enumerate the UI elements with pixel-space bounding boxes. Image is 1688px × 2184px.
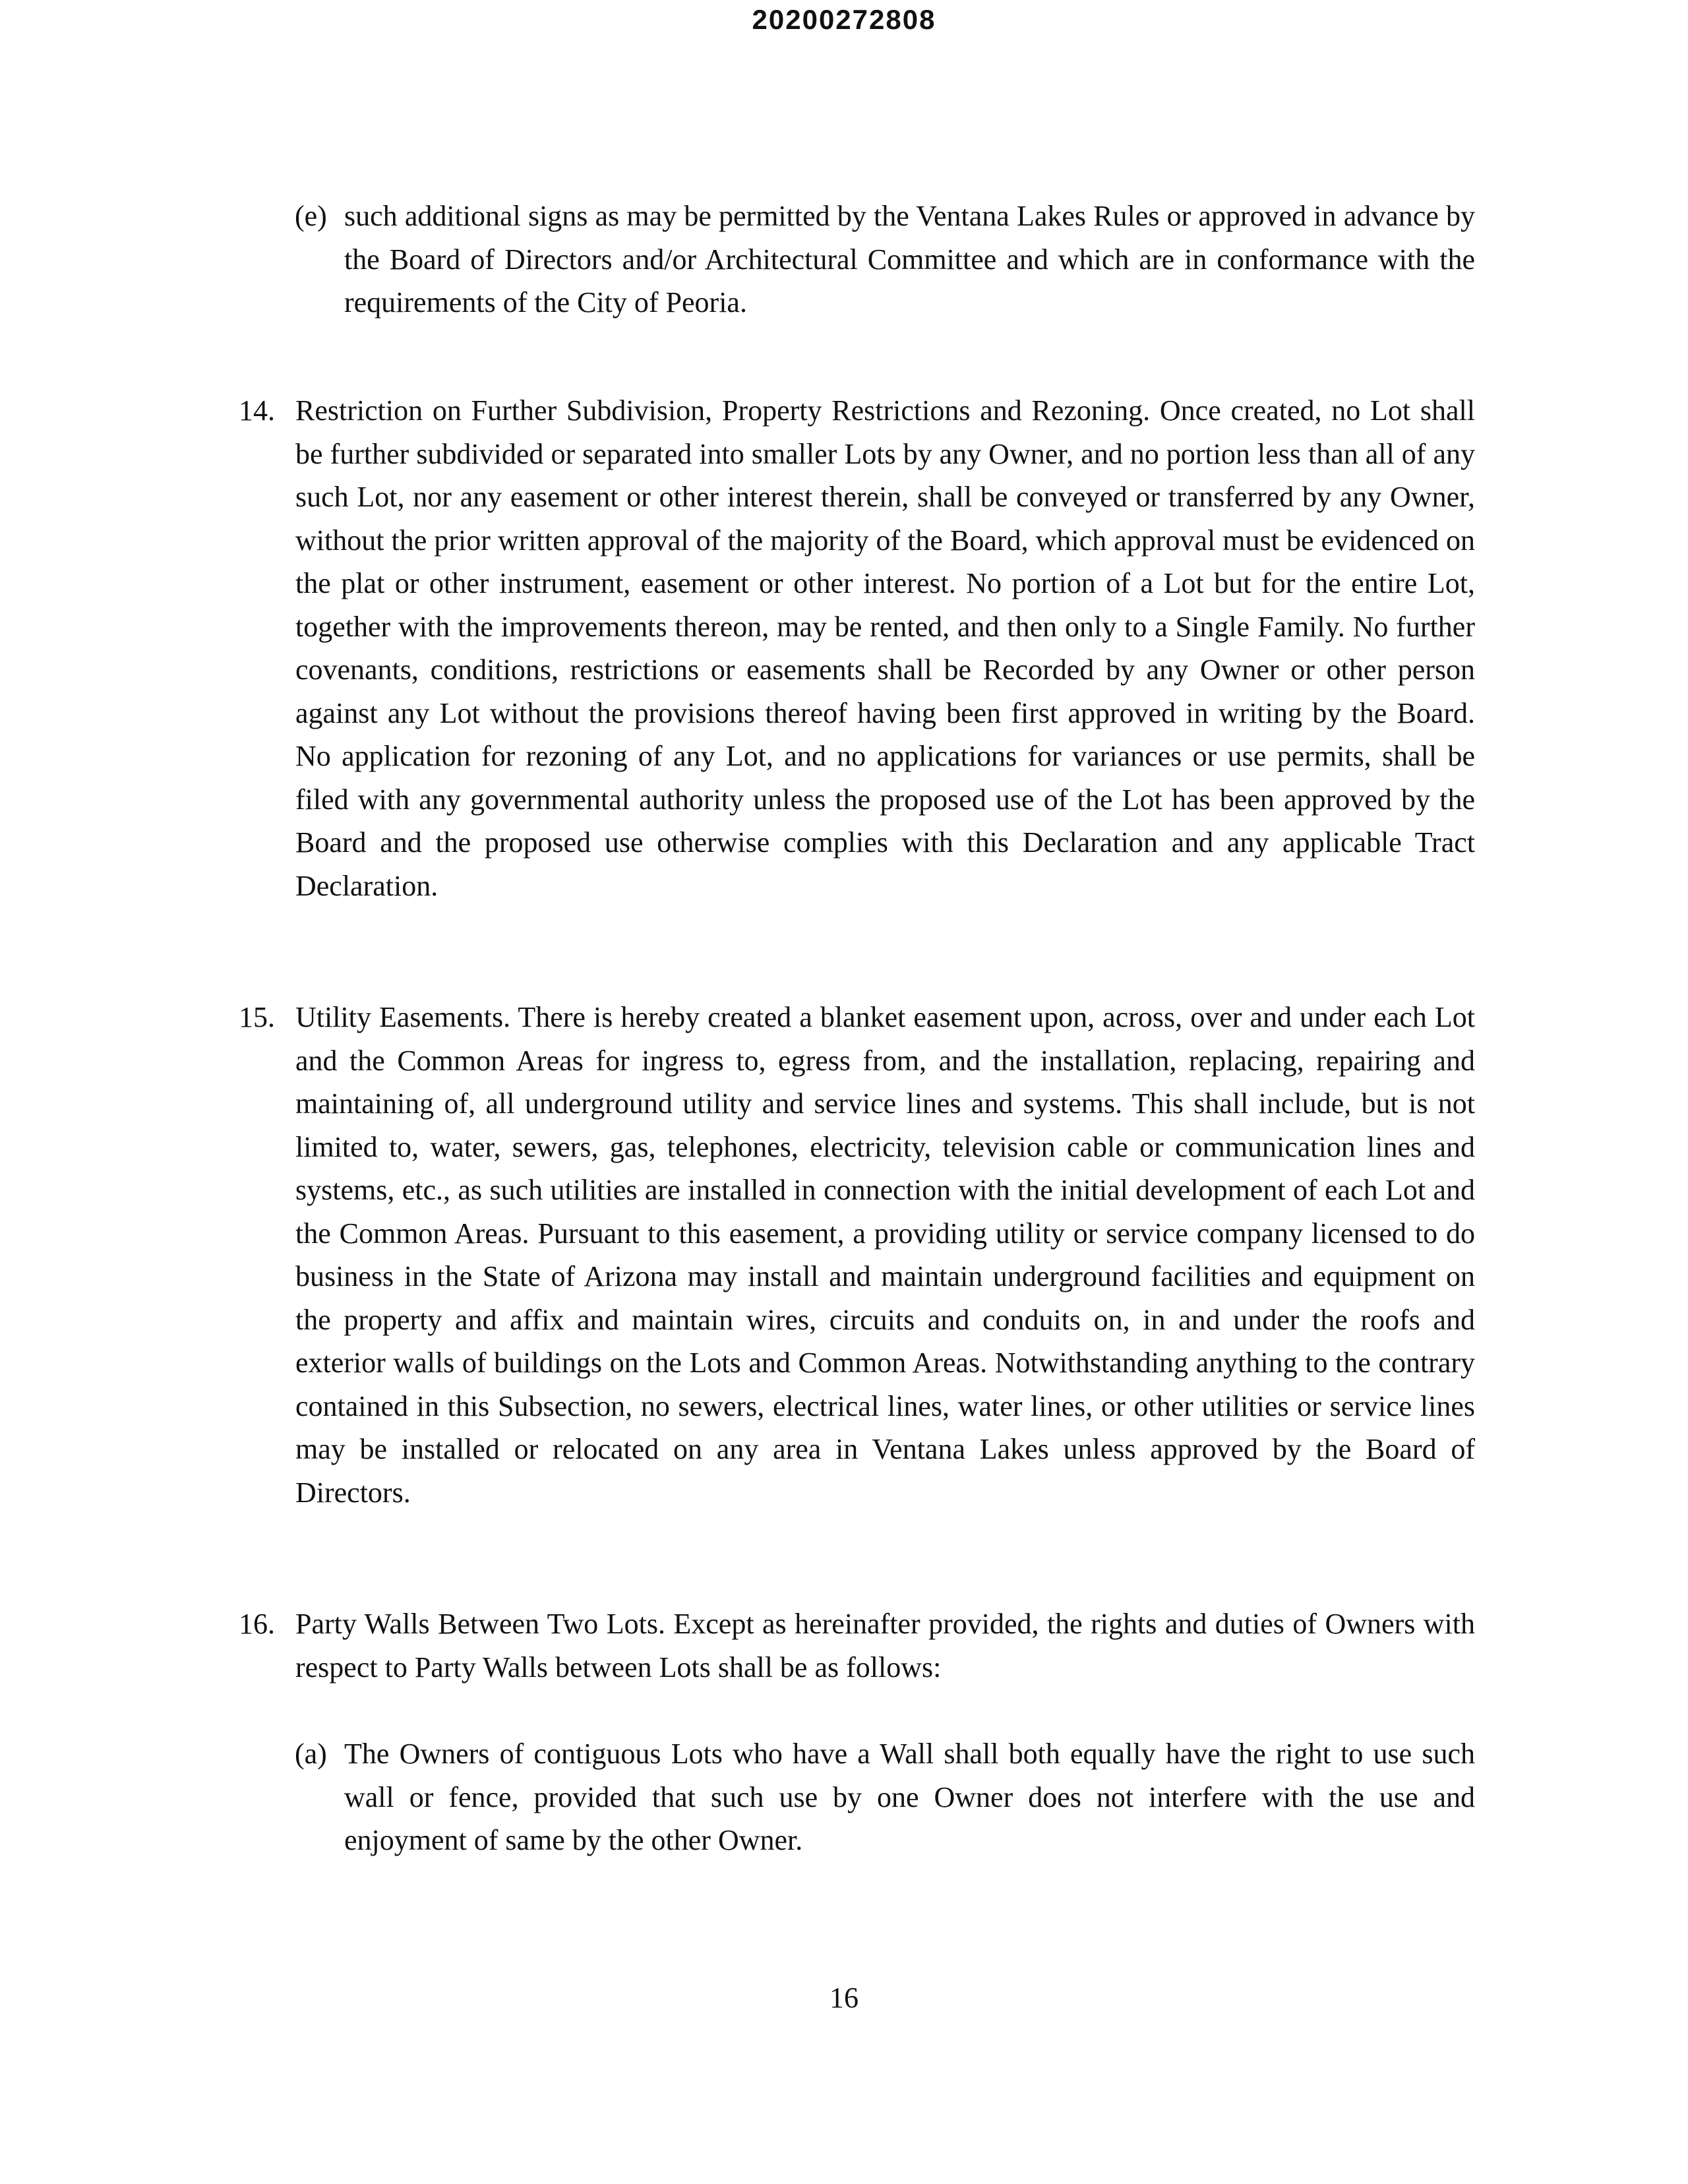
subsection-e <box>295 195 1475 324</box>
section-14 <box>239 389 1475 907</box>
subsection-16-a-text: The Owners of contiguous Lots who have a Wall shall both equally have the right to use such wall or fence, provided that such use by one Owner does not interfere with the use and enjoyment of same by the other Owner. <box>344 1738 1475 1856</box>
subsection-16-a-marker: (a) <box>295 1738 327 1770</box>
section-14-number: 14. <box>239 394 275 427</box>
recording-number: 20200272808 <box>752 4 936 35</box>
section-15 <box>239 996 1475 1514</box>
section-14-text: Restriction on Further Subdivision, Property Restrictions and Rezoning. Once created, no Lot shall be further subdivided or separated into smaller Lots by any Owner, and no portion less than all of any such Lot, nor any easement or other interest therein, shall be conveyed or transferred by any Owner, without the prior written approval of the majority of the Board, which approval must be evidenced on the plat or other instrument, easement or other interest. No portion of a Lot but for the entire Lot, together with the improvements thereon, may be rented, and then only to a Single Family. No further covenants, conditions, restrictions or easements shall be Recorded by any Owner or other person against any Lot without the provisions thereof having been first approved in writing by the Board. No application for rezoning of any Lot, and no applications for variances or use permits, shall be filed with any governmental authority unless the proposed use of the Lot has been approved by the Board and the proposed use otherwise complies with this Declaration and any applicable Tract Declaration. <box>295 394 1475 902</box>
section-16 <box>239 1602 1475 1689</box>
subsection-e-text: such additional signs as may be permitted by the Ventana Lakes Rules or approved in advance by the Board of Directors and/or Architectural Committee and which are in conformance with the requirements of the City of Peoria. <box>344 200 1475 318</box>
section-16-text: Party Walls Between Two Lots. Except as hereinafter provided, the rights and duties of Owners with respect to Party Walls between Lots shall be as follows: <box>295 1608 1475 1684</box>
subsection-e-marker: (e) <box>295 200 327 232</box>
section-15-number: 15. <box>239 1001 275 1033</box>
section-16-number: 16. <box>239 1608 275 1640</box>
page-number: 16 <box>829 1982 859 2014</box>
subsection-16-a <box>295 1732 1475 1862</box>
section-15-text: Utility Easements. There is hereby created a blanket easement upon, across, over and under each Lot and the Common Areas for ingress to, egress from, and the installation, replacing, repairing and maintaining of, all underground utility and service lines and systems. This shall include, but is not limited to, water, sewers, gas, telephones, electricity, television cable or communication lines and systems, etc., as such utilities are installed in connection with the initial development of each Lot and the Common Areas. Pursuant to this easement, a providing utility or service company licensed to do business in the State of Arizona may install and maintain underground facilities and equipment on the property and affix and maintain wires, circuits and conduits on, in and under the roofs and exterior walls of buildings on the Lots and Common Areas. Notwithstanding anything to the contrary contained in this Subsection, no sewers, electrical lines, water lines, or other utilities or service lines may be installed or relocated on any area in Ventana Lakes unless approved by the Board of Directors. <box>295 1001 1475 1509</box>
